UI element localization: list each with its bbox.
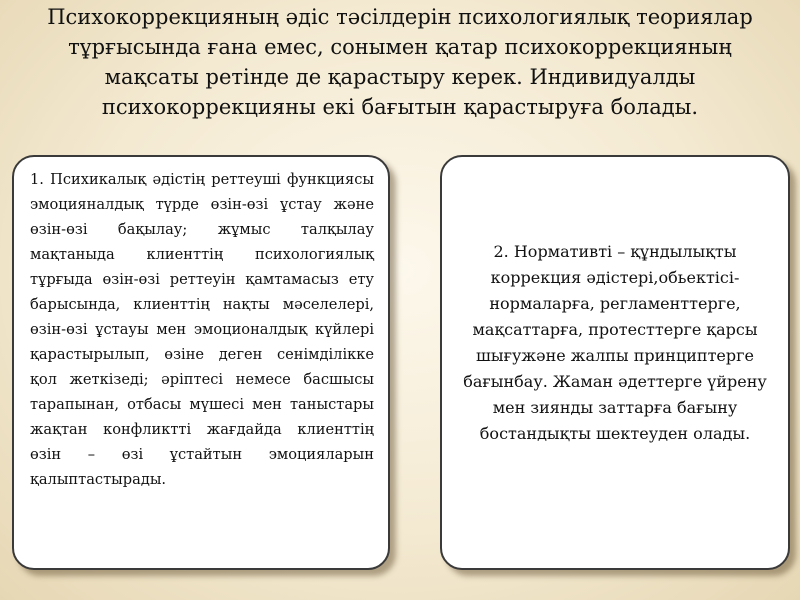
right-box-text: 2. Нормативті – құндылықты коррекция әдістері,обьектісі-нормаларға, регламенттерге, мақсаттарға, протесттерге қарсы шығужәне жалпы принциптерге бағынбау. Жаман әдеттерге үйрену мен зиянды заттарға бағыну бостандықты шектеуден олады. bbox=[463, 241, 767, 443]
left-text-box bbox=[12, 155, 390, 570]
left-box-text: 1. Психикалық әдістің реттеуші функциясы эмоцияналдық түрде өзін-өзі ұстау және өзін-өзі бақылау; жұмыс талқылау мақтаныда клиенттің психологиялық тұрғыда өзін-өзі реттеуін қамтамасыз ету барысында, клиенттің нақты мәселелері, өзін-өзі ұстауы мен эмоционалдық күйлері қарастырылып, өзіне деген сенімділікке қол жеткізеді; әріптесі немесе басшысы тарапынан, отбасы мүшесі мен таныстары жақтан конфликтті жағдайда клиенттің өзін – өзі ұстайтын эмоцияларын қалыптастырады. bbox=[30, 171, 374, 488]
slide-heading: Психокоррекцияның әдіс тәсілдерін психологиялық теориялар тұрғысында ғана емес, сонымен қатар психокоррекцияның мақсаты ретінде де қарастыру керек. Индивидуалды психокоррекцияны екі бағытын қарастыруға болады. bbox=[47, 5, 753, 119]
right-text-box bbox=[440, 155, 790, 570]
